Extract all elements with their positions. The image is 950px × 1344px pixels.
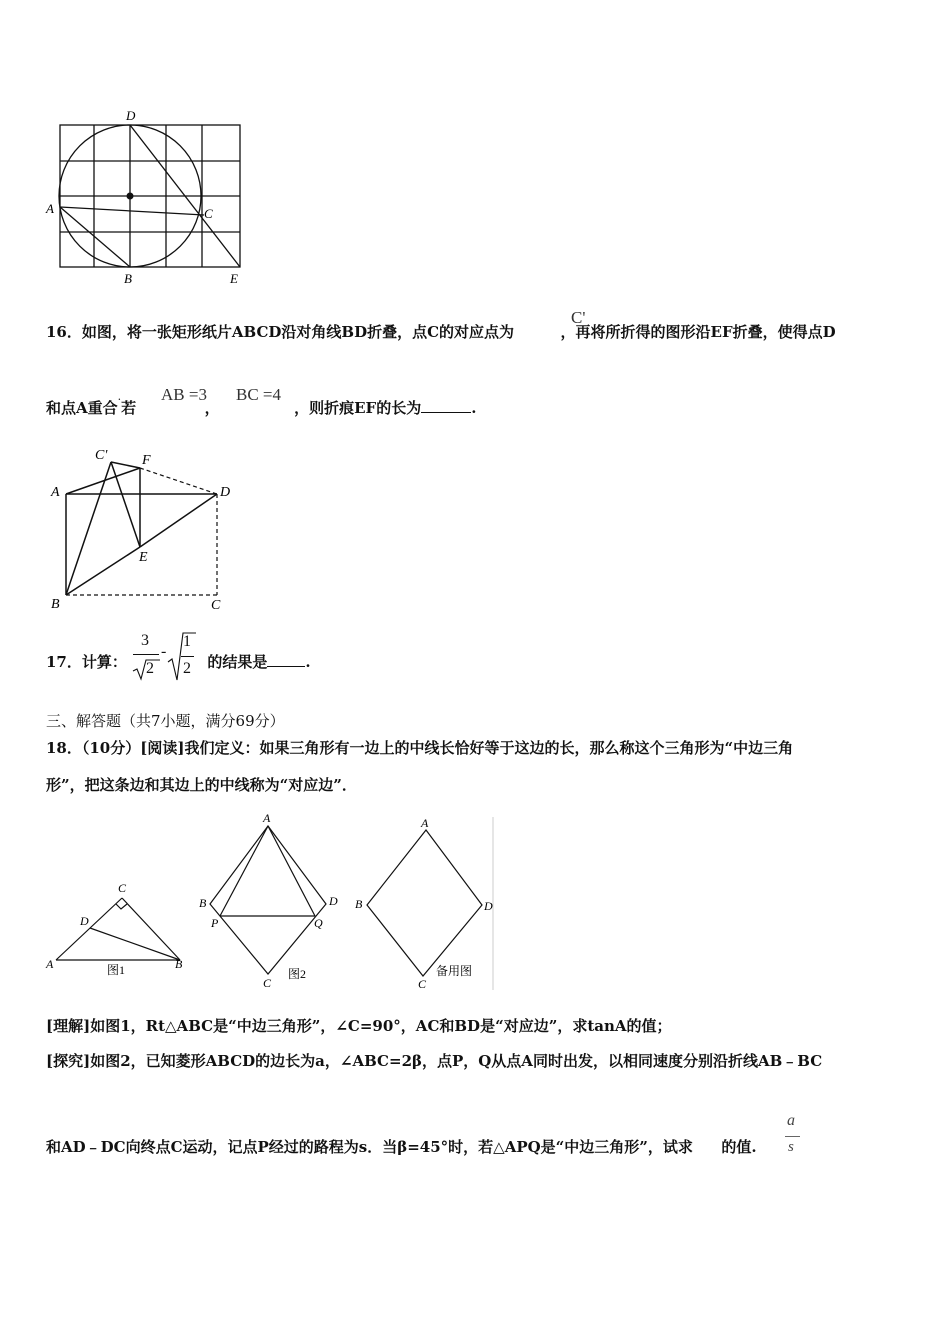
fig1-caption: 图1 xyxy=(107,963,126,977)
q15-label-a: A xyxy=(46,201,54,216)
q16-label-b: B xyxy=(51,597,60,612)
fig2-label-a: A xyxy=(263,812,271,825)
q16-line2-end: . xyxy=(471,399,477,417)
q15-figure xyxy=(40,105,255,290)
q16-text1: 16．如图，将一张矩形纸片ABCD沿对角线BD折叠，点C的对应点为 xyxy=(46,323,515,341)
q18-line2: 形”，把这条边和其边上的中线称为“对应边”． xyxy=(46,776,357,794)
q17-radical-den: 2 xyxy=(146,660,154,677)
q18-frac-den: s xyxy=(788,1139,794,1155)
q17-answer-blank[interactable] xyxy=(267,666,305,667)
q16-line2-c: ，则折痕EF的长为 xyxy=(294,399,422,417)
q18-figures xyxy=(44,812,496,994)
q18-understand: [理解]如图1，Rt△ABC是“中边三角形”，∠C=90°，AC和BD是“对应边”，求tanA的值； xyxy=(46,1017,672,1035)
fig3-label-c: C xyxy=(418,977,427,991)
q16-answer-blank[interactable] xyxy=(421,412,471,413)
q15-label-e: E xyxy=(230,271,238,286)
q16-line2-b: 若 xyxy=(121,399,137,417)
fig1-label-c: C xyxy=(118,881,127,895)
fig1-label-b: B xyxy=(175,957,183,971)
q15-label-d: D xyxy=(126,108,136,123)
q16-comma: ， xyxy=(204,399,220,417)
q16-ab-eq: AB =3 xyxy=(161,385,207,404)
fig2-label-b: B xyxy=(199,896,207,910)
q15-label-c: C xyxy=(204,206,213,221)
q16-figure xyxy=(45,440,240,615)
fig3-caption: 备用图 xyxy=(436,964,473,978)
fig2-label-q: Q xyxy=(314,916,323,930)
section3-heading: 三、解答题（共7小题，满分69分） xyxy=(46,712,285,730)
q17-text2: 的结果是 xyxy=(207,653,268,671)
q17-inner-den: 2 xyxy=(183,660,191,677)
q16-dot: · xyxy=(117,393,122,406)
q16-line1 xyxy=(46,322,836,342)
q17-minus: - xyxy=(161,643,167,660)
q18-last xyxy=(46,1137,757,1157)
fig2-label-d: D xyxy=(329,894,338,908)
fig2-label-p: P xyxy=(211,916,219,930)
q18-fraction xyxy=(784,1112,804,1160)
q16-label-c: C xyxy=(211,598,221,613)
fig3-label-a: A xyxy=(421,816,429,830)
q18-explore: [探究]如图2，已知菱形ABCD的边长为a，∠ABC=2β，点P，Q从点A同时出发，以相同速度分别沿折线AB﹣BC xyxy=(46,1052,823,1070)
q16-label-a: A xyxy=(51,485,60,500)
q17-expression xyxy=(128,630,200,682)
fig2-caption: 图2 xyxy=(288,967,307,981)
q17-inner-num: 1 xyxy=(183,633,191,650)
q18-frac-num: a xyxy=(787,1112,795,1129)
q16-line2-a: 和点A重合 xyxy=(46,399,118,417)
q18-line1: 18．（10分）[阅读]我们定义：如果三角形有一边上的中线长恰好等于这边的长，那么称这个三角形为“中边三角 xyxy=(46,739,794,757)
q15-label-b: B xyxy=(124,271,132,286)
q16-label-e: E xyxy=(139,550,148,565)
fig3-label-b: B xyxy=(355,897,363,911)
q16-label-c-prime: C' xyxy=(95,448,108,463)
q16-bc-eq: BC =4 xyxy=(236,385,282,404)
q17-text1: 17．计算： xyxy=(46,653,127,671)
fig1-label-d: D xyxy=(80,914,89,928)
q18-last-a: 和AD﹣DC向终点C运动，记点P经过的路程为s．当β=45°时，若△APQ是“中边三角形”，试求 xyxy=(46,1138,693,1156)
fig3-label-d: D xyxy=(484,899,493,913)
q17-numerator: 3 xyxy=(141,632,149,649)
q17-end: . xyxy=(305,653,311,671)
q16-text2: ，再将所折得的图形沿EF折叠，使得点D xyxy=(560,323,836,341)
fig1-label-a: A xyxy=(46,957,54,971)
q16-label-d: D xyxy=(220,485,231,500)
fig2-label-c: C xyxy=(263,976,272,990)
q16-c-prime: C' xyxy=(571,308,586,327)
q18-last-b: 的值. xyxy=(721,1138,757,1156)
q16-label-f: F xyxy=(142,453,151,468)
